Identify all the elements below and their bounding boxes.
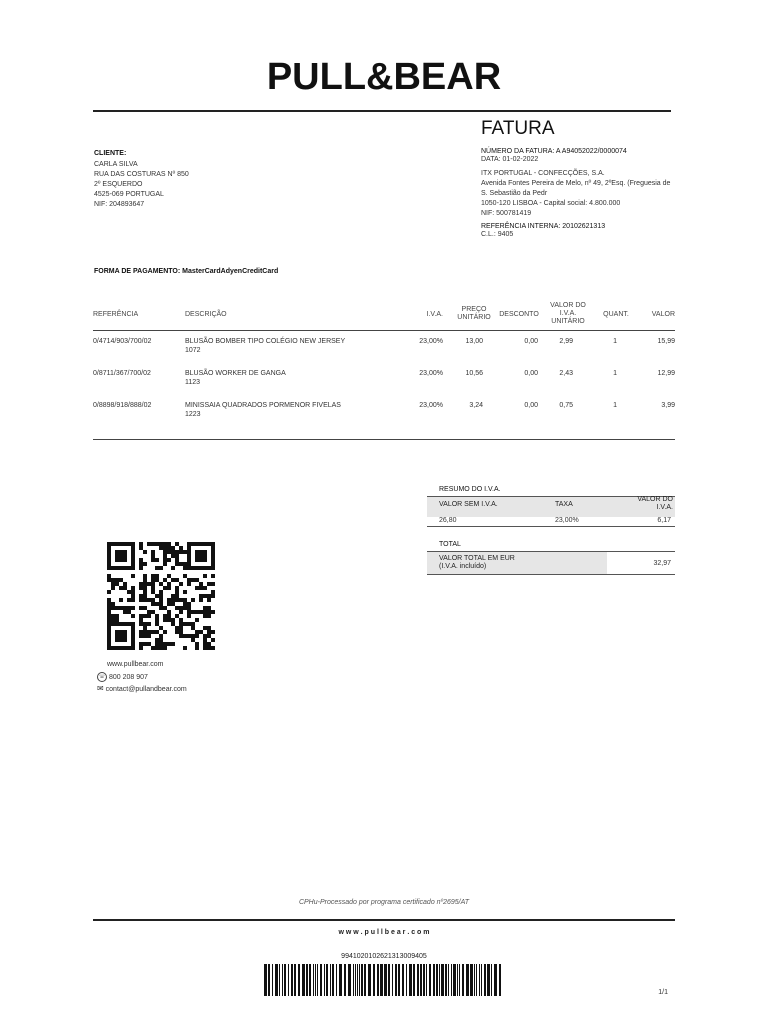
barcode-bar <box>445 964 447 996</box>
client-label: CLIENTE: <box>94 150 127 157</box>
row-qty: 1 <box>613 338 617 345</box>
row-desc: BLUSÃO BOMBER TIPO COLÉGIO NEW JERSEY <box>185 338 346 345</box>
col-header-desc: DESCRIÇÃO <box>185 311 227 318</box>
client-address-line: RUA DAS COSTURAS Nº 850 <box>94 171 189 178</box>
client-block <box>94 150 294 210</box>
row-qty: 1 <box>613 402 617 409</box>
barcode-bar <box>279 964 280 996</box>
barcode-bar <box>457 964 458 996</box>
barcode-bar <box>476 964 477 996</box>
barcode-bar <box>439 964 440 996</box>
contact-website[interactable]: www.pullbear.com <box>107 661 164 668</box>
table-row <box>93 370 675 394</box>
table-row <box>93 402 675 426</box>
row-discount: 0,00 <box>524 402 538 409</box>
row-qty: 1 <box>613 370 617 377</box>
barcode-bar <box>315 964 316 996</box>
barcode-bar <box>402 964 404 996</box>
barcode-bar <box>441 964 444 996</box>
barcode-bar <box>344 964 346 996</box>
barcode-bar <box>368 964 371 996</box>
barcode-bar <box>433 964 435 996</box>
vat-row-divider <box>427 526 675 527</box>
vat-summary-title: RESUMO DO I.V.A. <box>439 486 501 493</box>
barcode-bar <box>317 964 318 996</box>
barcode-bar <box>373 964 375 996</box>
barcode-bar <box>436 964 438 996</box>
qr-code-graphic <box>107 542 215 650</box>
barcode-bar <box>282 964 283 996</box>
client-postal-code: 4525-069 PORTUGAL <box>94 191 164 198</box>
vat-header-amount: VALOR DO I.V.A. <box>637 496 673 511</box>
col-header-unit-price: PREÇO UNITÁRIO <box>457 306 491 321</box>
table-bottom-divider <box>93 439 675 440</box>
client-address-line: 2º ESQUERDO <box>94 181 143 188</box>
col-header-value: VALOR <box>651 311 675 318</box>
barcode <box>264 964 504 996</box>
barcode-bar <box>499 964 501 996</box>
document-title: FATURA <box>481 118 555 139</box>
barcode-bar <box>474 964 475 996</box>
barcode-bar <box>288 964 289 996</box>
row-unit-price: 13,00 <box>465 338 483 345</box>
barcode-bar <box>298 964 300 996</box>
row-unit-price: 10,56 <box>465 370 483 377</box>
company-nif: NIF: 500781419 <box>481 210 532 217</box>
col-header-ref: REFERÊNCIA <box>93 311 139 318</box>
barcode-bar <box>420 964 422 996</box>
barcode-bar <box>330 964 331 996</box>
total-block <box>427 540 675 576</box>
row-value: 12,99 <box>657 370 675 377</box>
company-address: S. Sebastião da Pedr <box>481 190 548 197</box>
barcode-bar <box>429 964 431 996</box>
barcode-bar <box>466 964 469 996</box>
total-label-note: (I.V.A. incluído) <box>439 563 487 570</box>
internal-reference: REFERÊNCIA INTERNA: 20102621313 <box>481 223 606 230</box>
company-name: ITX PORTUGAL - CONFECÇÕES, S.A. <box>481 170 605 177</box>
brand-logo: PULL&BEAR <box>266 56 502 98</box>
row-ref: 0/8711/367/700/02 <box>93 370 151 377</box>
barcode-bar <box>423 964 425 996</box>
barcode-bar <box>459 964 460 996</box>
barcode-bar <box>409 964 412 996</box>
barcode-bar <box>487 964 490 996</box>
row-desc: MINISSAIA QUADRADOS PORMENOR FIVELAS <box>185 402 341 409</box>
vat-base-value: 26,80 <box>439 517 457 524</box>
row-unit-price: 3,24 <box>469 402 483 409</box>
payment-method <box>94 268 278 275</box>
row-value: 3,99 <box>661 402 675 409</box>
barcode-bar <box>332 964 334 996</box>
row-ref: 0/8898/918/888/02 <box>93 402 152 409</box>
row-value: 15,99 <box>657 338 675 345</box>
barcode-bar <box>451 964 452 996</box>
barcode-bar <box>479 964 480 996</box>
row-ref: 0/4714/903/700/02 <box>93 338 152 345</box>
row-iva-value: 2,99 <box>559 338 573 345</box>
invoice-info-block <box>481 148 681 240</box>
company-address: Avenida Fontes Pereira de Melo, nº 49, 2ºEsq. (Freguesia de <box>481 180 671 187</box>
barcode-bar <box>357 964 358 996</box>
contact-phone <box>97 672 148 683</box>
payment-label: FORMA DE PAGAMENTO: <box>94 268 181 275</box>
invoice-number: NÚMERO DA FATURA: A A94052022/0000074 <box>481 148 627 155</box>
row-discount: 0,00 <box>524 338 538 345</box>
row-iva: 23,00% <box>419 370 443 377</box>
barcode-bar <box>470 964 473 996</box>
vat-header-rate: TAXA <box>555 501 573 508</box>
row-iva: 23,00% <box>419 338 443 345</box>
barcode-bar <box>380 964 383 996</box>
total-label: VALOR TOTAL EM EUR <box>439 555 515 562</box>
row-discount: 0,00 <box>524 370 538 377</box>
barcode-bar <box>392 964 393 996</box>
total-value: 32,97 <box>653 560 671 567</box>
barcode-bar <box>388 964 390 996</box>
barcode-bar <box>348 964 351 996</box>
page-number: 1/1 <box>658 989 668 996</box>
barcode-bar <box>395 964 397 996</box>
barcode-bar <box>336 964 337 996</box>
barcode-bar <box>313 964 314 996</box>
barcode-bar <box>453 964 456 996</box>
barcode-bar <box>448 964 449 996</box>
barcode-bar <box>384 964 387 996</box>
row-code: 1072 <box>185 347 201 354</box>
certification-note: CPHu-Processado por programa certificado nº2695/AT <box>298 899 470 906</box>
row-iva: 23,00% <box>419 402 443 409</box>
qr-code <box>107 542 215 650</box>
barcode-bar <box>306 964 308 996</box>
total-bottom-divider <box>427 574 675 575</box>
barcode-bar <box>324 964 325 996</box>
client-nif: NIF: 204893647 <box>94 201 145 208</box>
phone-icon: ☏ <box>98 674 106 680</box>
barcode-bar <box>355 964 356 996</box>
company-city-capital: 1050-120 LISBOA - Capital social: 4.800.000 <box>481 200 621 207</box>
barcode-number: 9941020102621313009405 <box>341 953 427 960</box>
invoice-date: DATA: 01-02-2022 <box>481 156 539 163</box>
barcode-bar <box>377 964 379 996</box>
barcode-bar <box>359 964 360 996</box>
table-row <box>93 338 675 362</box>
col-header-iva: I.V.A. <box>426 311 443 318</box>
row-iva-value: 2,43 <box>559 370 573 377</box>
row-iva-value: 0,75 <box>559 402 573 409</box>
barcode-bar <box>398 964 400 996</box>
col-header-iva-value: VALOR DO I.V.A. UNITÁRIO <box>550 302 586 325</box>
barcode-bar <box>353 964 354 996</box>
vat-header-base: VALOR SEM I.V.A. <box>439 501 498 508</box>
col-header-discount: DESCONTO <box>499 311 539 318</box>
barcode-bar <box>406 964 407 996</box>
vat-summary <box>427 484 675 526</box>
cl-code: C.L.: 9405 <box>481 231 514 238</box>
barcode-bar <box>361 964 363 996</box>
barcode-bar <box>481 964 482 996</box>
phone-number: 800 208 907 <box>108 673 148 681</box>
barcode-bar <box>326 964 328 996</box>
footer-website: w w w . p u l l b e a r . c o m <box>338 929 430 936</box>
row-code: 1223 <box>185 411 201 418</box>
barcode-bar <box>264 964 267 996</box>
total-title: TOTAL <box>439 541 461 548</box>
col-header-qty: QUANT. <box>603 311 629 318</box>
barcode-bar <box>268 964 270 996</box>
payment-method-value: MasterCardAdyenCreditCard <box>182 268 279 275</box>
row-desc: BLUSÃO WORKER DE GANGA <box>185 370 286 377</box>
client-name: CARLA SILVA <box>94 161 138 168</box>
barcode-bar <box>302 964 305 996</box>
barcode-bar <box>291 964 293 996</box>
barcode-bar <box>494 964 497 996</box>
barcode-bar <box>309 964 311 996</box>
barcode-bar <box>320 964 322 996</box>
vat-amount-value: 6,17 <box>657 517 671 524</box>
vat-rate-value: 23,00% <box>555 517 579 524</box>
barcode-bar <box>294 964 296 996</box>
contact-email[interactable] <box>97 684 187 695</box>
mail-icon: ✉ <box>97 684 104 693</box>
items-table <box>93 300 675 442</box>
barcode-bar <box>491 964 492 996</box>
barcode-bar <box>284 964 286 996</box>
barcode-bar <box>462 964 464 996</box>
row-code: 1123 <box>185 379 201 386</box>
email-address: contact@pullandbear.com <box>105 685 187 693</box>
barcode-bar <box>413 964 415 996</box>
header-divider <box>93 110 671 112</box>
barcode-bar <box>339 964 342 996</box>
barcode-bar <box>364 964 366 996</box>
barcode-bar <box>426 964 427 996</box>
barcode-bar <box>272 964 273 996</box>
barcode-bar <box>275 964 278 996</box>
footer-divider <box>93 919 675 921</box>
barcode-bar <box>484 964 486 996</box>
table-header-divider <box>93 330 675 331</box>
barcode-bar <box>417 964 419 996</box>
